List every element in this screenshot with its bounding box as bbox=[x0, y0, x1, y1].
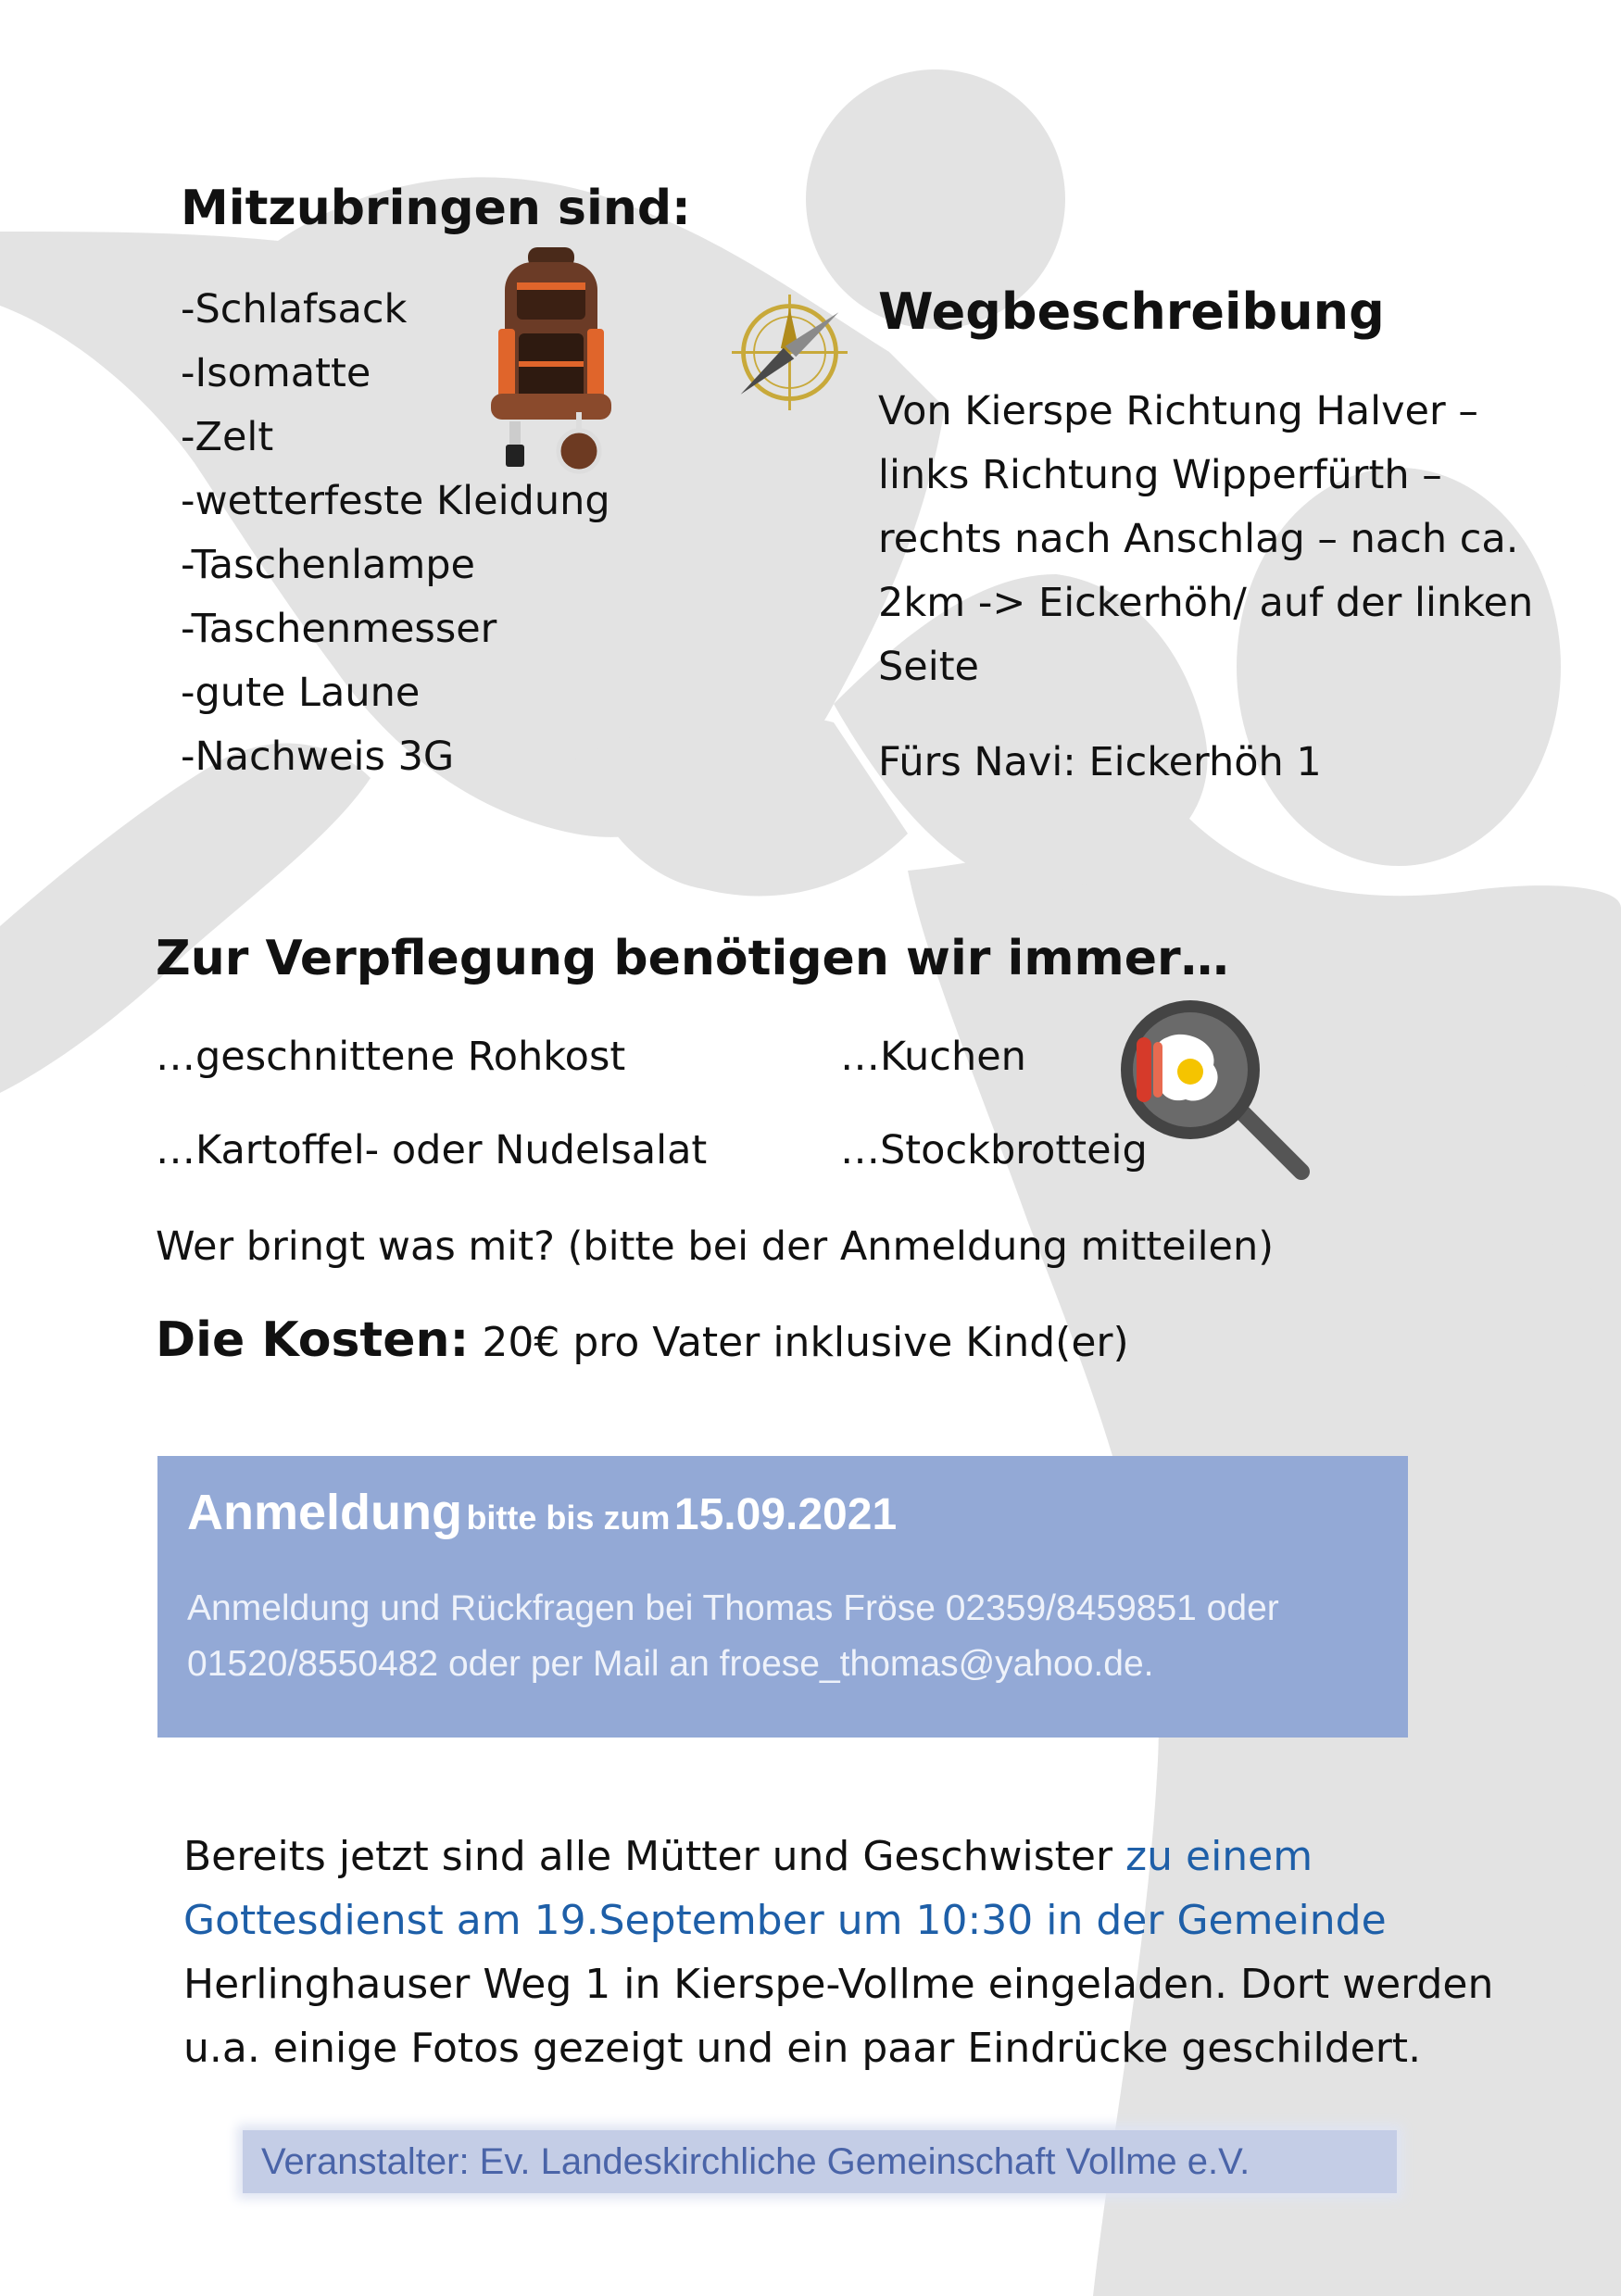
frying-pan-icon bbox=[1116, 996, 1320, 1181]
list-item: -gute Laune bbox=[181, 670, 421, 716]
directions-heading: Wegbeschreibung bbox=[878, 282, 1385, 341]
registration-details bbox=[187, 1581, 1279, 1692]
list-item: -Isomatte bbox=[181, 350, 371, 396]
directions-line: 2km -> Eickerhöh/ auf der linken bbox=[878, 580, 1534, 626]
list-item: -wetterfeste Kleidung bbox=[181, 478, 610, 524]
directions-text bbox=[878, 380, 1533, 699]
directions-line: Seite bbox=[878, 644, 980, 690]
registration-deadline: 15.09.2021 bbox=[673, 1490, 898, 1539]
food-item: …Kuchen bbox=[840, 1034, 1026, 1080]
costs bbox=[156, 1308, 1129, 1375]
food-heading: Zur Verpflegung benötigen wir immer… bbox=[156, 931, 1229, 986]
registration-line: Anmeldung und Rückfragen bei Thomas Fröse 02359/8459851 oder bbox=[187, 1588, 1279, 1628]
registration-title bbox=[187, 1484, 897, 1541]
invitation-line bbox=[183, 1825, 1493, 1888]
food-item: …Stockbrotteig bbox=[840, 1127, 1148, 1173]
list-item: -Nachweis 3G bbox=[181, 734, 455, 780]
invitation-text bbox=[183, 1825, 1493, 2080]
navi-address: Fürs Navi: Eickerhöh 1 bbox=[878, 739, 1322, 785]
costs-value: 20€ pro Vater inklusive Kind(er) bbox=[482, 1319, 1129, 1366]
backpack-icon bbox=[486, 245, 616, 477]
list-item: -Schlafsack bbox=[181, 286, 408, 332]
registration-banner bbox=[157, 1456, 1408, 1738]
compass-icon bbox=[732, 295, 848, 410]
food-item: …geschnittene Rohkost bbox=[156, 1034, 626, 1080]
list-item: -Taschenmesser bbox=[181, 606, 497, 652]
list-item: -Zelt bbox=[181, 414, 274, 460]
food-question: Wer bringt was mit? (bitte bei der Anmeldung mitteilen) bbox=[156, 1223, 1275, 1270]
invitation-text-black: Bereits jetzt sind alle Mütter und Geschwister bbox=[183, 1833, 1126, 1880]
invitation-line: Herlinghauser Weg 1 in Kierspe-Vollme eingeladen. Dort werden bbox=[183, 1961, 1494, 2008]
registration-title-big: Anmeldung bbox=[187, 1485, 462, 1540]
directions-line: links Richtung Wipperfürth – bbox=[878, 452, 1442, 498]
registration-title-small: bitte bis zum bbox=[466, 1499, 671, 1537]
invitation-line: Gottesdienst am 19.September um 10:30 in der Gemeinde bbox=[183, 1897, 1387, 1944]
invitation-line: u.a. einige Fotos gezeigt und ein paar Eindrücke geschildert. bbox=[183, 2025, 1422, 2072]
registration-line: 01520/8550482 oder per Mail an froese_thomas@yahoo.de. bbox=[187, 1644, 1154, 1684]
costs-label: Die Kosten: bbox=[156, 1312, 470, 1368]
directions-line: Von Kierspe Richtung Halver – bbox=[878, 388, 1478, 434]
invitation-text-blue: zu einem bbox=[1125, 1833, 1313, 1880]
organizer-text: Veranstalter: Ev. Landeskirchliche Gemeinschaft Vollme e.V. bbox=[261, 2141, 1250, 2182]
directions-line: rechts nach Anschlag – nach ca. bbox=[878, 516, 1519, 562]
packing-heading: Mitzubringen sind: bbox=[181, 181, 691, 236]
food-item: …Kartoffel- oder Nudelsalat bbox=[156, 1127, 708, 1173]
list-item: -Taschenlampe bbox=[181, 542, 476, 588]
organizer-footer bbox=[243, 2130, 1397, 2193]
